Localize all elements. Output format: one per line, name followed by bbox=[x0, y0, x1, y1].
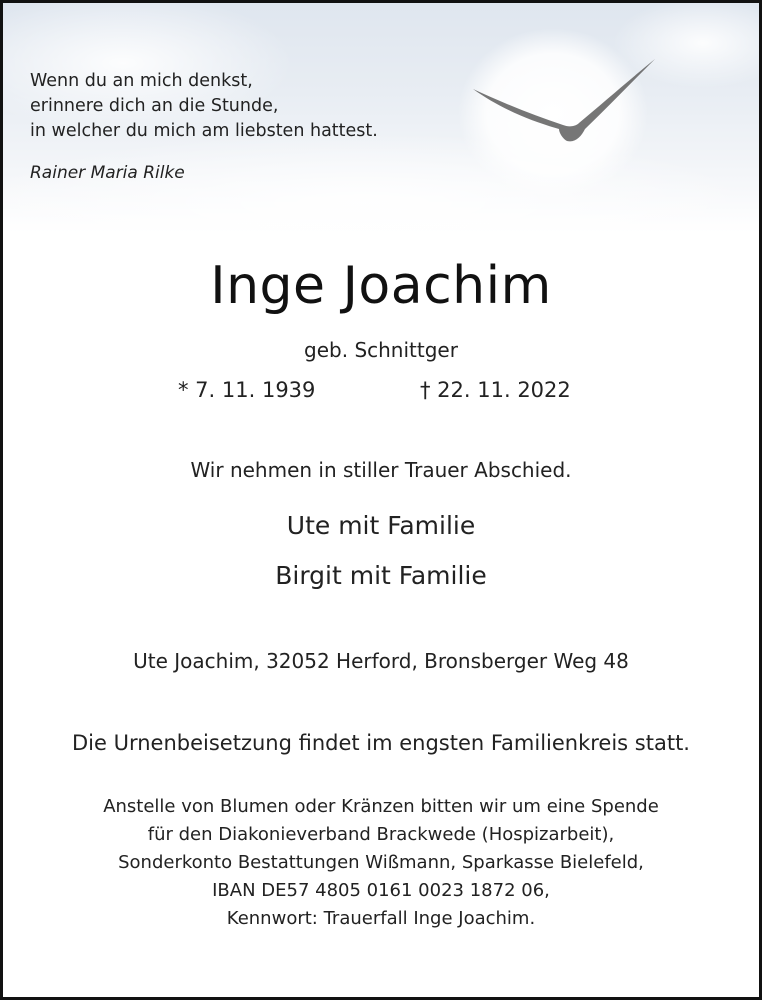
birth-name: geb. Schnittger bbox=[304, 338, 458, 362]
quote-author: Rainer Maria Rilke bbox=[30, 163, 185, 183]
donation-line: Anstelle von Blumen oder Kränzen bitten wir um eine Spende bbox=[103, 796, 659, 817]
birth-date: * 7. 11. 1939 bbox=[178, 378, 316, 402]
mourner-name: Birgit mit Familie bbox=[275, 561, 487, 590]
donation-line: Kennwort: Trauerfall Inge Joachim. bbox=[226, 908, 536, 929]
donation-line: IBAN DE57 4805 0161 0023 1872 06, bbox=[212, 880, 550, 901]
quote-line: erinnere dich an die Stunde, bbox=[30, 96, 279, 116]
donation-line: für den Diakonieverband Brackwede (Hospizarbeit), bbox=[147, 824, 615, 845]
donation-line: Sonderkonto Bestattungen Wißmann, Sparkasse Bielefeld, bbox=[118, 852, 644, 873]
donation-block bbox=[3, 793, 759, 933]
deceased-name: Inge Joachim bbox=[210, 256, 552, 316]
farewell-text: Wir nehmen in stiller Trauer Abschied. bbox=[190, 458, 572, 482]
horizon-haze bbox=[3, 133, 759, 263]
burial-note: Die Urnenbeisetzung findet im engsten Familienkreis statt. bbox=[71, 731, 690, 755]
quote-block bbox=[30, 69, 378, 144]
death-date: † 22. 11. 2022 bbox=[420, 378, 571, 402]
address-line: Ute Joachim, 32052 Herford, Bronsberger Weg 48 bbox=[133, 649, 629, 673]
mourner-name: Ute mit Familie bbox=[286, 511, 476, 540]
quote-line: in welcher du mich am liebsten hattest. bbox=[30, 121, 378, 141]
quote-line: Wenn du an mich denkst, bbox=[30, 71, 253, 91]
